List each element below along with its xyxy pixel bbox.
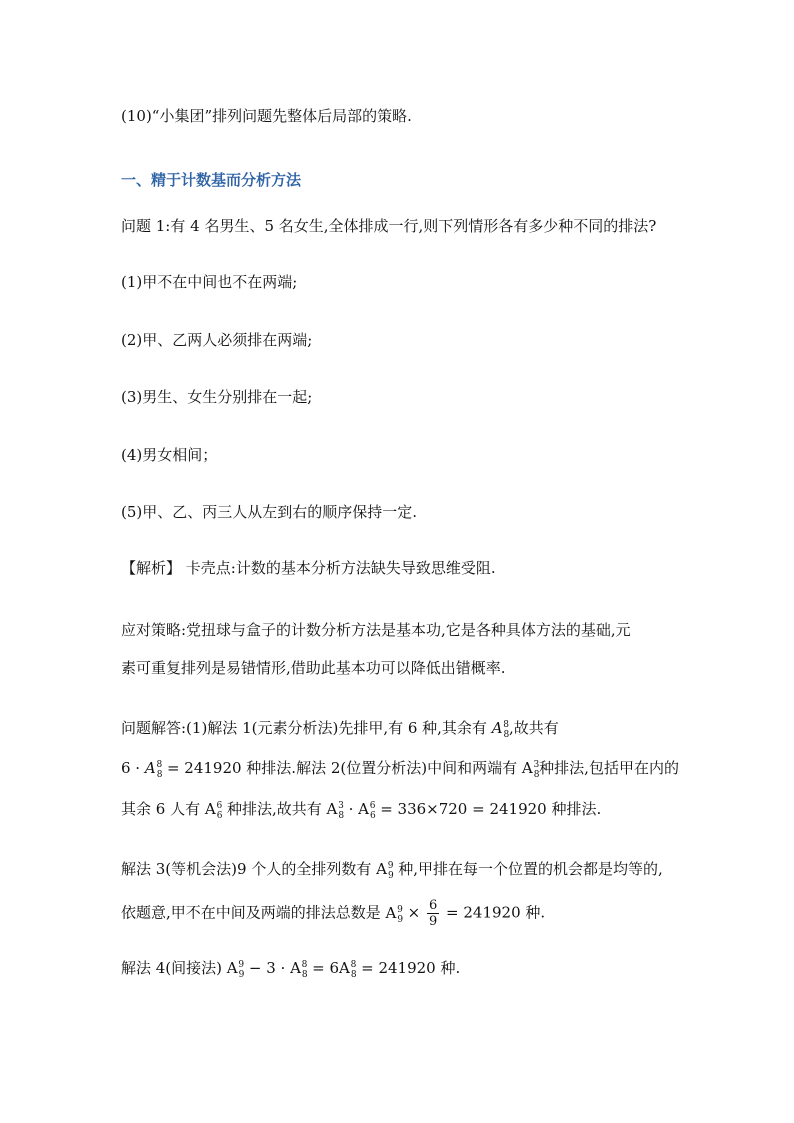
- perm-symbol: $A_8^8$: [290, 959, 308, 980]
- answer-text: 问题解答:(1)解法 1(元素分析法)先排甲,有 6 种,其余有: [121, 719, 492, 737]
- method4-line: [121, 958, 460, 981]
- case-3: (3)男生、女生分别排在一起;: [121, 388, 313, 406]
- answer-text: 种,甲排在每一个位置的机会都是均等的,: [393, 860, 663, 878]
- answer-line-1: [121, 718, 559, 741]
- answer-text: 依题意,甲不在中间及两端的排法总数是: [121, 903, 386, 922]
- answer-line-2: [121, 758, 679, 781]
- answer-text: = 336×720 = 241920 种排法.: [375, 800, 602, 818]
- analysis-label: 【解析】 卡壳点:计数的基本分析方法缺失导致思维受阻.: [121, 559, 496, 577]
- answer-text: 6 ·: [121, 759, 145, 777]
- perm-symbol: $A_9^9$: [226, 959, 245, 980]
- perm-symbol: $A_6^6$: [358, 800, 376, 821]
- strategy-line-1: 应对策略:党扭球与盒子的计数分析方法是基本功,它是各种具体方法的基础,元: [121, 621, 631, 639]
- case-4: (4)男女相间；: [121, 446, 218, 464]
- perm-symbol: $A_6^6$: [204, 800, 223, 821]
- fraction-six-ninths: $\frac{6}{9}$: [428, 898, 438, 929]
- strategy-item-10: (10)“小集团”排列问题先整体后局部的策略.: [121, 107, 412, 125]
- problem-statement: 问题 1:有 4 名男生、5 名女生,全体排成一行,则下列情形各有多少种不同的排法?: [121, 217, 657, 235]
- answer-text: 种排法,包括甲在内的: [539, 759, 679, 777]
- section-heading: 一、精于计数基而分析方法: [121, 171, 302, 189]
- perm-symbol: $A_8^3$: [326, 800, 345, 821]
- case-5: (5)甲、乙、丙三人从左到右的顺序保持一定.: [121, 503, 418, 521]
- perm-symbol: $A_8^8$: [491, 719, 510, 740]
- answer-text: = 241920 种.: [441, 903, 546, 922]
- answer-line-3: [121, 799, 601, 822]
- perm-symbol: $A_8^8$: [339, 959, 357, 980]
- perm-symbol: $A_8^8$: [144, 759, 163, 780]
- answer-text: = 6: [307, 959, 340, 977]
- answer-text: 解法 4(间接法): [121, 959, 227, 977]
- method3-line-2: [121, 898, 545, 929]
- answer-text: − 3 ·: [244, 959, 291, 977]
- answer-text: ·: [343, 800, 359, 818]
- strategy-line-2: 素可重复排列是易错情形,借助此基本功可以降低出错概率.: [121, 659, 506, 677]
- answer-text: 种排法,故共有: [222, 800, 327, 818]
- answer-text: ×: [402, 903, 425, 922]
- answer-text: = 241920 种排法.解法 2(位置分析法)中间和两端有: [162, 759, 522, 777]
- case-1: (1)甲不在中间也不在两端;: [121, 273, 298, 291]
- answer-text: 其余 6 人有: [121, 800, 205, 818]
- case-2: (2)甲、乙两人必须排在两端;: [121, 331, 313, 349]
- method3-line-1: [121, 859, 663, 882]
- answer-text: = 241920 种.: [356, 959, 461, 977]
- answer-text: ,故共有: [509, 719, 559, 737]
- perm-symbol: $A_8^3$: [521, 759, 540, 780]
- answer-text: 解法 3(等机会法)9 个人的全排列数有: [121, 860, 377, 878]
- perm-symbol: $A_9^9$: [376, 860, 394, 881]
- perm-symbol: $A_9^9$: [385, 903, 404, 925]
